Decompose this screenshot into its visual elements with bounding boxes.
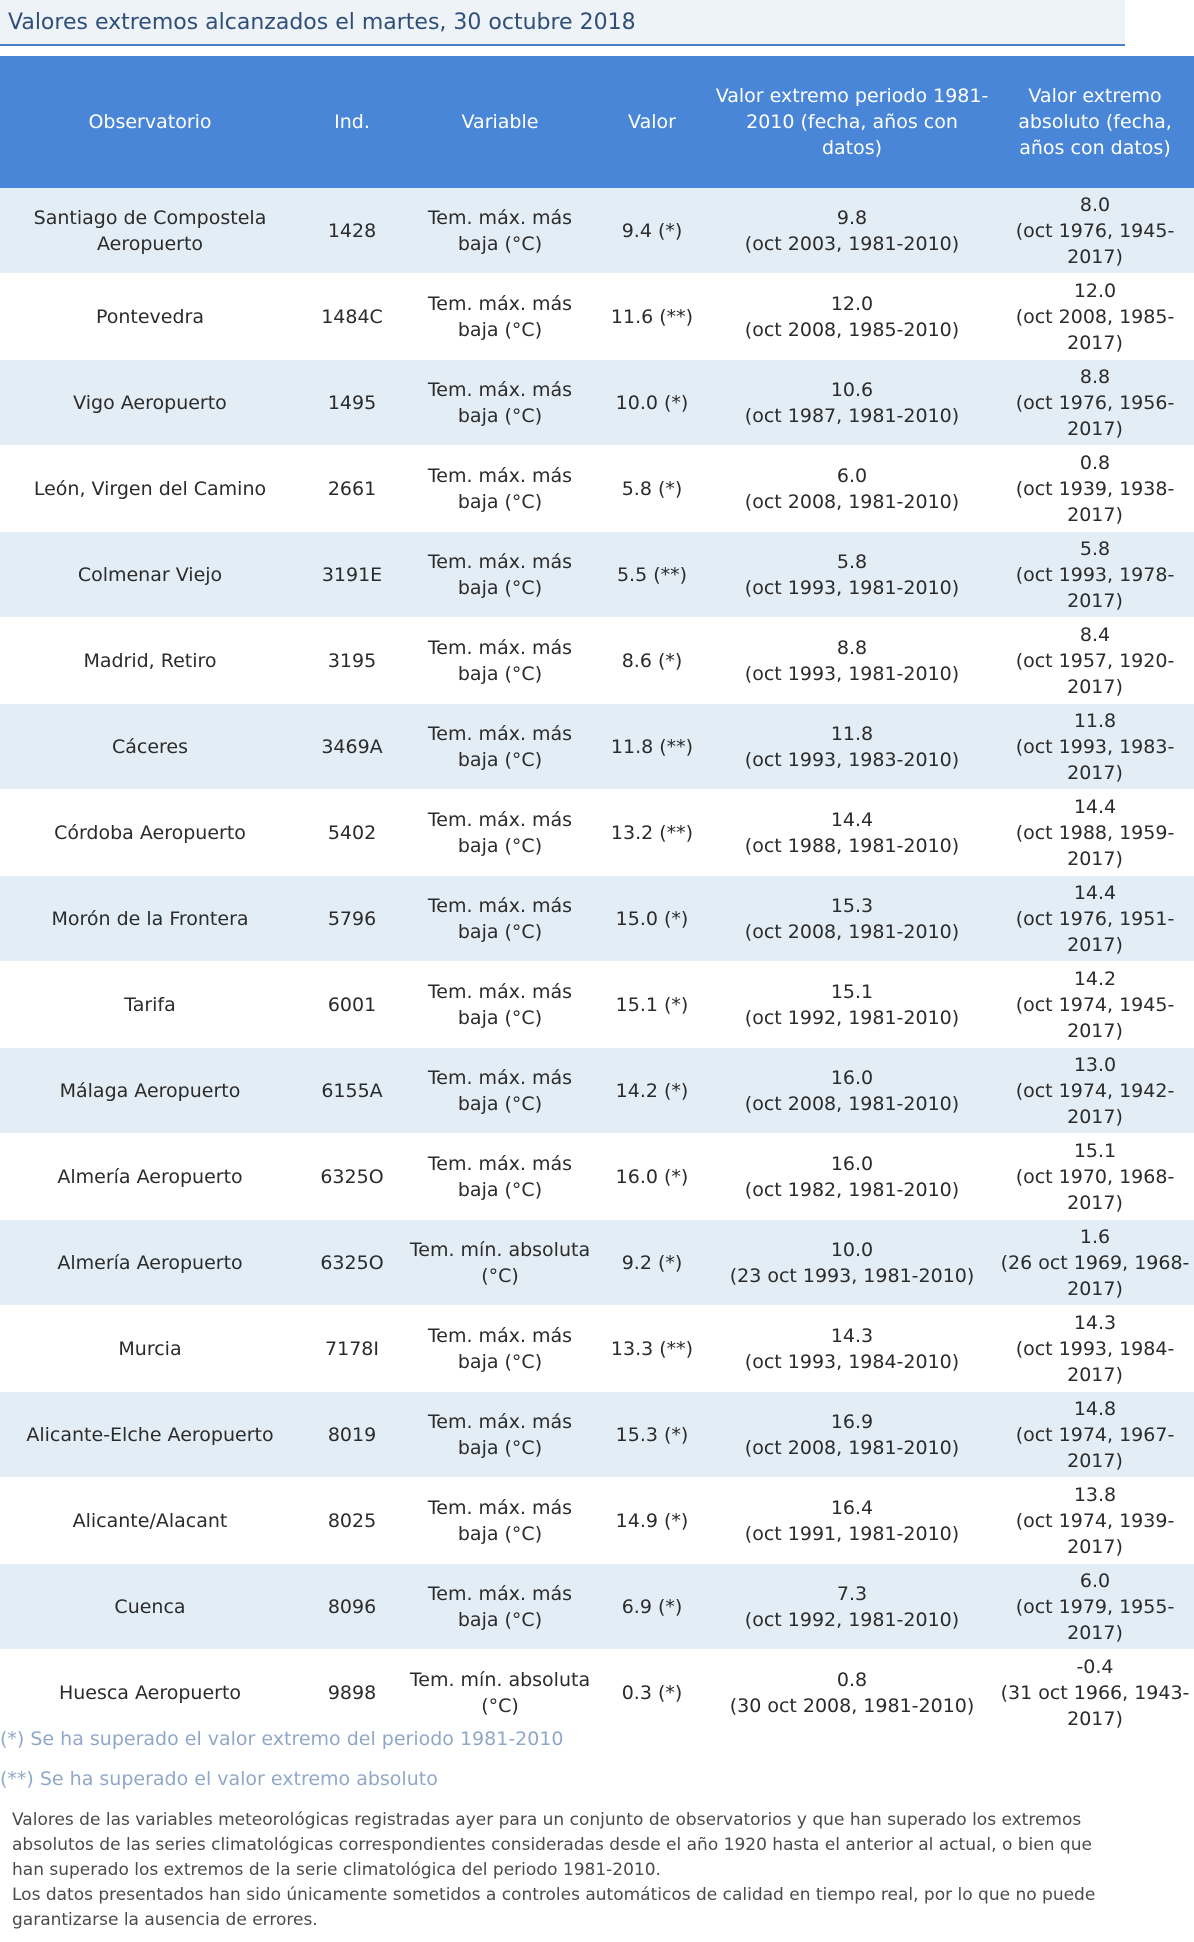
cell-periodo-value: 16.9 bbox=[830, 1410, 874, 1433]
table-row bbox=[0, 1392, 1194, 1478]
cell-periodo bbox=[708, 532, 996, 618]
table-header-row bbox=[0, 56, 1194, 188]
table-row bbox=[0, 1048, 1194, 1134]
cell-valor: 5.8 (*) bbox=[596, 446, 708, 532]
cell-ind: 9898 bbox=[300, 1650, 404, 1736]
cell-observatorio: Almería Aeropuerto bbox=[0, 1220, 300, 1306]
cell-variable: Tem. máx. más baja (°C) bbox=[404, 1478, 596, 1564]
cell-variable: Tem. máx. más baja (°C) bbox=[404, 618, 596, 704]
cell-periodo bbox=[708, 360, 996, 446]
cell-periodo-info: (oct 1982, 1981-2010) bbox=[744, 1178, 960, 1201]
cell-ind: 6155A bbox=[300, 1048, 404, 1134]
table-row bbox=[0, 1650, 1194, 1736]
cell-observatorio: Pontevedra bbox=[0, 274, 300, 360]
cell-periodo-info: (oct 1993, 1981-2010) bbox=[744, 662, 960, 685]
cell-absoluto-info: (oct 1957, 1920-2017) bbox=[1015, 649, 1175, 698]
cell-ind: 2661 bbox=[300, 446, 404, 532]
cell-valor: 15.3 (*) bbox=[596, 1392, 708, 1478]
cell-valor: 9.2 (*) bbox=[596, 1220, 708, 1306]
cell-periodo-value: 14.4 bbox=[830, 808, 874, 831]
cell-observatorio: Morón de la Frontera bbox=[0, 876, 300, 962]
cell-periodo-info: (oct 1988, 1981-2010) bbox=[744, 834, 960, 857]
cell-periodo bbox=[708, 790, 996, 876]
cell-valor: 9.4 (*) bbox=[596, 188, 708, 274]
cell-variable: Tem. máx. más baja (°C) bbox=[404, 962, 596, 1048]
cell-observatorio: León, Virgen del Camino bbox=[0, 446, 300, 532]
cell-observatorio: Tarifa bbox=[0, 962, 300, 1048]
cell-valor: 15.0 (*) bbox=[596, 876, 708, 962]
legend-double-asterisk: (**) Se ha superado el valor extremo absoluto bbox=[0, 1768, 438, 1790]
cell-absoluto bbox=[996, 274, 1194, 360]
cell-periodo-value: 10.6 bbox=[830, 378, 874, 401]
cell-absoluto bbox=[996, 446, 1194, 532]
table-row bbox=[0, 532, 1194, 618]
cell-variable: Tem. máx. más baja (°C) bbox=[404, 446, 596, 532]
cell-periodo-info: (30 oct 2008, 1981-2010) bbox=[729, 1694, 975, 1717]
cell-periodo-value: 6.0 bbox=[836, 464, 868, 487]
cell-periodo-info: (oct 1987, 1981-2010) bbox=[744, 404, 960, 427]
table-row bbox=[0, 1306, 1194, 1392]
cell-valor: 10.0 (*) bbox=[596, 360, 708, 446]
cell-periodo-value: 9.8 bbox=[836, 206, 868, 229]
cell-absoluto-value: 5.8 bbox=[1079, 537, 1111, 560]
cell-valor: 13.3 (**) bbox=[596, 1306, 708, 1392]
table-row bbox=[0, 1134, 1194, 1220]
cell-absoluto-info: (oct 1976, 1951-2017) bbox=[1015, 907, 1175, 956]
header-observatorio: Observatorio bbox=[0, 56, 300, 188]
cell-valor: 11.6 (**) bbox=[596, 274, 708, 360]
cell-valor: 8.6 (*) bbox=[596, 618, 708, 704]
table-row bbox=[0, 876, 1194, 962]
cell-absoluto-info: (oct 1939, 1938-2017) bbox=[1015, 477, 1175, 526]
cell-periodo bbox=[708, 1650, 996, 1736]
cell-periodo bbox=[708, 446, 996, 532]
cell-periodo bbox=[708, 876, 996, 962]
cell-absoluto bbox=[996, 1392, 1194, 1478]
cell-absoluto-value: -0.4 bbox=[1076, 1655, 1114, 1678]
cell-variable: Tem. máx. más baja (°C) bbox=[404, 1306, 596, 1392]
cell-periodo-info: (oct 2008, 1981-2010) bbox=[744, 1092, 960, 1115]
cell-periodo-info: (oct 1991, 1981-2010) bbox=[744, 1522, 960, 1545]
cell-absoluto-info: (oct 1974, 1942-2017) bbox=[1015, 1079, 1175, 1128]
cell-periodo-value: 16.4 bbox=[830, 1496, 874, 1519]
cell-periodo bbox=[708, 1220, 996, 1306]
cell-absoluto-info: (oct 1979, 1955-2017) bbox=[1015, 1595, 1175, 1644]
cell-periodo-info: (oct 2003, 1981-2010) bbox=[744, 232, 960, 255]
cell-periodo-value: 15.1 bbox=[830, 980, 874, 1003]
cell-absoluto-info: (oct 1974, 1945-2017) bbox=[1015, 993, 1175, 1042]
cell-absoluto-value: 6.0 bbox=[1079, 1569, 1111, 1592]
cell-absoluto-info: (oct 2008, 1985-2017) bbox=[1015, 305, 1175, 354]
cell-periodo bbox=[708, 274, 996, 360]
cell-ind: 1495 bbox=[300, 360, 404, 446]
cell-periodo-value: 8.8 bbox=[836, 636, 868, 659]
cell-periodo-value: 12.0 bbox=[830, 292, 874, 315]
cell-absoluto-info: (oct 1993, 1984-2017) bbox=[1015, 1337, 1175, 1386]
cell-observatorio: Murcia bbox=[0, 1306, 300, 1392]
cell-absoluto-value: 14.2 bbox=[1073, 967, 1117, 990]
cell-ind: 3195 bbox=[300, 618, 404, 704]
cell-variable: Tem. máx. más baja (°C) bbox=[404, 1564, 596, 1650]
cell-ind: 5796 bbox=[300, 876, 404, 962]
cell-periodo-value: 5.8 bbox=[836, 550, 868, 573]
cell-periodo-info: (oct 1992, 1981-2010) bbox=[744, 1006, 960, 1029]
cell-variable: Tem. máx. más baja (°C) bbox=[404, 876, 596, 962]
cell-valor: 13.2 (**) bbox=[596, 790, 708, 876]
cell-absoluto bbox=[996, 1134, 1194, 1220]
cell-absoluto-value: 13.8 bbox=[1073, 1483, 1117, 1506]
table-row bbox=[0, 1564, 1194, 1650]
cell-absoluto bbox=[996, 1220, 1194, 1306]
cell-absoluto bbox=[996, 618, 1194, 704]
cell-absoluto-info: (oct 1976, 1956-2017) bbox=[1015, 391, 1175, 440]
cell-absoluto bbox=[996, 360, 1194, 446]
header-periodo: Valor extremo periodo 1981-2010 (fecha, años con datos) bbox=[708, 56, 996, 188]
cell-ind: 6325O bbox=[300, 1134, 404, 1220]
cell-periodo-value: 14.3 bbox=[830, 1324, 874, 1347]
cell-absoluto-value: 8.4 bbox=[1079, 623, 1111, 646]
extremes-table bbox=[0, 56, 1194, 1736]
cell-observatorio: Santiago de Compostela Aeropuerto bbox=[0, 188, 300, 274]
cell-absoluto-info: (oct 1993, 1978-2017) bbox=[1015, 563, 1175, 612]
cell-absoluto-info: (oct 1976, 1945-2017) bbox=[1015, 219, 1175, 268]
cell-absoluto-value: 8.8 bbox=[1079, 365, 1111, 388]
cell-absoluto bbox=[996, 704, 1194, 790]
cell-periodo-value: 16.0 bbox=[830, 1152, 874, 1175]
cell-periodo-info: (oct 2008, 1981-2010) bbox=[744, 920, 960, 943]
table-row bbox=[0, 446, 1194, 532]
header-absoluto: Valor extremo absoluto (fecha, años con datos) bbox=[996, 56, 1194, 188]
cell-variable: Tem. máx. más baja (°C) bbox=[404, 1134, 596, 1220]
cell-ind: 5402 bbox=[300, 790, 404, 876]
cell-valor: 0.3 (*) bbox=[596, 1650, 708, 1736]
cell-ind: 6325O bbox=[300, 1220, 404, 1306]
cell-periodo bbox=[708, 1392, 996, 1478]
table-row bbox=[0, 1478, 1194, 1564]
legend-single-asterisk: (*) Se ha superado el valor extremo del periodo 1981-2010 bbox=[0, 1728, 564, 1750]
cell-periodo bbox=[708, 962, 996, 1048]
cell-observatorio: Málaga Aeropuerto bbox=[0, 1048, 300, 1134]
cell-absoluto-value: 8.0 bbox=[1079, 193, 1111, 216]
cell-observatorio: Cáceres bbox=[0, 704, 300, 790]
cell-absoluto-value: 0.8 bbox=[1079, 451, 1111, 474]
table-row bbox=[0, 1220, 1194, 1306]
cell-ind: 8019 bbox=[300, 1392, 404, 1478]
cell-periodo-value: 0.8 bbox=[836, 1668, 868, 1691]
cell-periodo-info: (oct 1993, 1981-2010) bbox=[744, 576, 960, 599]
table-row bbox=[0, 704, 1194, 790]
header-variable: Variable bbox=[404, 56, 596, 188]
cell-observatorio: Almería Aeropuerto bbox=[0, 1134, 300, 1220]
cell-variable: Tem. mín. absoluta (°C) bbox=[404, 1650, 596, 1736]
table-row bbox=[0, 790, 1194, 876]
cell-ind: 3469A bbox=[300, 704, 404, 790]
cell-periodo bbox=[708, 1478, 996, 1564]
cell-periodo bbox=[708, 188, 996, 274]
cell-absoluto-value: 14.8 bbox=[1073, 1397, 1117, 1420]
cell-absoluto bbox=[996, 532, 1194, 618]
page-title: Valores extremos alcanzados el martes, 30 octubre 2018 bbox=[8, 9, 636, 35]
cell-absoluto bbox=[996, 876, 1194, 962]
title-bar bbox=[0, 0, 1125, 46]
cell-absoluto-info: (oct 1988, 1959-2017) bbox=[1015, 821, 1175, 870]
cell-periodo-info: (oct 1993, 1983-2010) bbox=[744, 748, 960, 771]
cell-periodo-value: 11.8 bbox=[830, 722, 874, 745]
cell-variable: Tem. máx. más baja (°C) bbox=[404, 1392, 596, 1478]
cell-observatorio: Madrid, Retiro bbox=[0, 618, 300, 704]
cell-observatorio: Cuenca bbox=[0, 1564, 300, 1650]
cell-observatorio: Alicante-Elche Aeropuerto bbox=[0, 1392, 300, 1478]
cell-ind: 8096 bbox=[300, 1564, 404, 1650]
cell-periodo bbox=[708, 1134, 996, 1220]
cell-periodo-info: (oct 2008, 1985-2010) bbox=[744, 318, 960, 341]
cell-periodo-value: 15.3 bbox=[830, 894, 874, 917]
cell-absoluto-info: (31 oct 1966, 1943-2017) bbox=[1000, 1681, 1190, 1730]
cell-ind: 1428 bbox=[300, 188, 404, 274]
cell-periodo-info: (23 oct 1993, 1981-2010) bbox=[729, 1264, 975, 1287]
cell-valor: 6.9 (*) bbox=[596, 1564, 708, 1650]
cell-ind: 1484C bbox=[300, 274, 404, 360]
table-row bbox=[0, 188, 1194, 274]
cell-variable: Tem. máx. más baja (°C) bbox=[404, 532, 596, 618]
cell-observatorio: Alicante/Alacant bbox=[0, 1478, 300, 1564]
cell-absoluto-value: 14.3 bbox=[1073, 1311, 1117, 1334]
cell-absoluto bbox=[996, 1564, 1194, 1650]
cell-periodo bbox=[708, 1048, 996, 1134]
cell-observatorio: Vigo Aeropuerto bbox=[0, 360, 300, 446]
cell-absoluto bbox=[996, 188, 1194, 274]
cell-periodo-value: 16.0 bbox=[830, 1066, 874, 1089]
cell-absoluto-value: 1.6 bbox=[1079, 1225, 1111, 1248]
cell-absoluto-value: 13.0 bbox=[1073, 1053, 1117, 1076]
cell-ind: 6001 bbox=[300, 962, 404, 1048]
table-row bbox=[0, 962, 1194, 1048]
cell-absoluto-info: (26 oct 1969, 1968-2017) bbox=[1000, 1251, 1190, 1300]
cell-ind: 7178I bbox=[300, 1306, 404, 1392]
cell-variable: Tem. máx. más baja (°C) bbox=[404, 704, 596, 790]
cell-absoluto bbox=[996, 1306, 1194, 1392]
footnote bbox=[12, 1808, 1112, 1933]
cell-periodo-value: 10.0 bbox=[830, 1238, 874, 1261]
cell-variable: Tem. máx. más baja (°C) bbox=[404, 188, 596, 274]
cell-variable: Tem. máx. más baja (°C) bbox=[404, 790, 596, 876]
cell-variable: Tem. máx. más baja (°C) bbox=[404, 274, 596, 360]
cell-periodo bbox=[708, 1564, 996, 1650]
cell-valor: 5.5 (**) bbox=[596, 532, 708, 618]
cell-periodo-info: (oct 2008, 1981-2010) bbox=[744, 490, 960, 513]
cell-observatorio: Córdoba Aeropuerto bbox=[0, 790, 300, 876]
cell-observatorio: Huesca Aeropuerto bbox=[0, 1650, 300, 1736]
header-valor: Valor bbox=[596, 56, 708, 188]
cell-variable: Tem. máx. más baja (°C) bbox=[404, 360, 596, 446]
cell-valor: 14.9 (*) bbox=[596, 1478, 708, 1564]
cell-periodo-info: (oct 1992, 1981-2010) bbox=[744, 1608, 960, 1631]
table-row bbox=[0, 618, 1194, 704]
cell-absoluto bbox=[996, 790, 1194, 876]
cell-periodo-info: (oct 2008, 1981-2010) bbox=[744, 1436, 960, 1459]
footnote-description: Valores de las variables meteorológicas registradas ayer para un conjunto de observatorios y que han superado los extremos absolutos de las series climatológicas correspondientes consideradas desde el año 1920 hasta el anterior al actual, o bien que han superado los extremos de la serie climatológica del periodo 1981-2010. bbox=[12, 1810, 1092, 1880]
cell-absoluto-value: 14.4 bbox=[1073, 881, 1117, 904]
cell-periodo bbox=[708, 1306, 996, 1392]
header-ind: Ind. bbox=[300, 56, 404, 188]
cell-variable: Tem. mín. absoluta (°C) bbox=[404, 1220, 596, 1306]
cell-absoluto-info: (oct 1993, 1983-2017) bbox=[1015, 735, 1175, 784]
cell-valor: 14.2 (*) bbox=[596, 1048, 708, 1134]
footnote-disclaimer: Los datos presentados han sido únicamente sometidos a controles automáticos de calidad en tiempo real, por lo que no puede garantizarse la ausencia de errores. bbox=[12, 1885, 1096, 1930]
table-row bbox=[0, 274, 1194, 360]
cell-ind: 3191E bbox=[300, 532, 404, 618]
cell-periodo-value: 7.3 bbox=[836, 1582, 868, 1605]
cell-valor: 16.0 (*) bbox=[596, 1134, 708, 1220]
cell-periodo bbox=[708, 618, 996, 704]
cell-absoluto-value: 14.4 bbox=[1073, 795, 1117, 818]
cell-absoluto-value: 11.8 bbox=[1073, 709, 1117, 732]
cell-valor: 15.1 (*) bbox=[596, 962, 708, 1048]
cell-absoluto bbox=[996, 1048, 1194, 1134]
table-row bbox=[0, 360, 1194, 446]
cell-absoluto bbox=[996, 1650, 1194, 1736]
cell-periodo-info: (oct 1993, 1984-2010) bbox=[744, 1350, 960, 1373]
cell-absoluto-info: (oct 1974, 1939-2017) bbox=[1015, 1509, 1175, 1558]
cell-absoluto bbox=[996, 1478, 1194, 1564]
cell-absoluto-info: (oct 1970, 1968-2017) bbox=[1015, 1165, 1175, 1214]
cell-variable: Tem. máx. más baja (°C) bbox=[404, 1048, 596, 1134]
cell-periodo bbox=[708, 704, 996, 790]
cell-absoluto-value: 12.0 bbox=[1073, 279, 1117, 302]
cell-absoluto-info: (oct 1974, 1967-2017) bbox=[1015, 1423, 1175, 1472]
cell-ind: 8025 bbox=[300, 1478, 404, 1564]
cell-observatorio: Colmenar Viejo bbox=[0, 532, 300, 618]
cell-absoluto bbox=[996, 962, 1194, 1048]
cell-valor: 11.8 (**) bbox=[596, 704, 708, 790]
cell-absoluto-value: 15.1 bbox=[1073, 1139, 1117, 1162]
table-body bbox=[0, 188, 1194, 1736]
